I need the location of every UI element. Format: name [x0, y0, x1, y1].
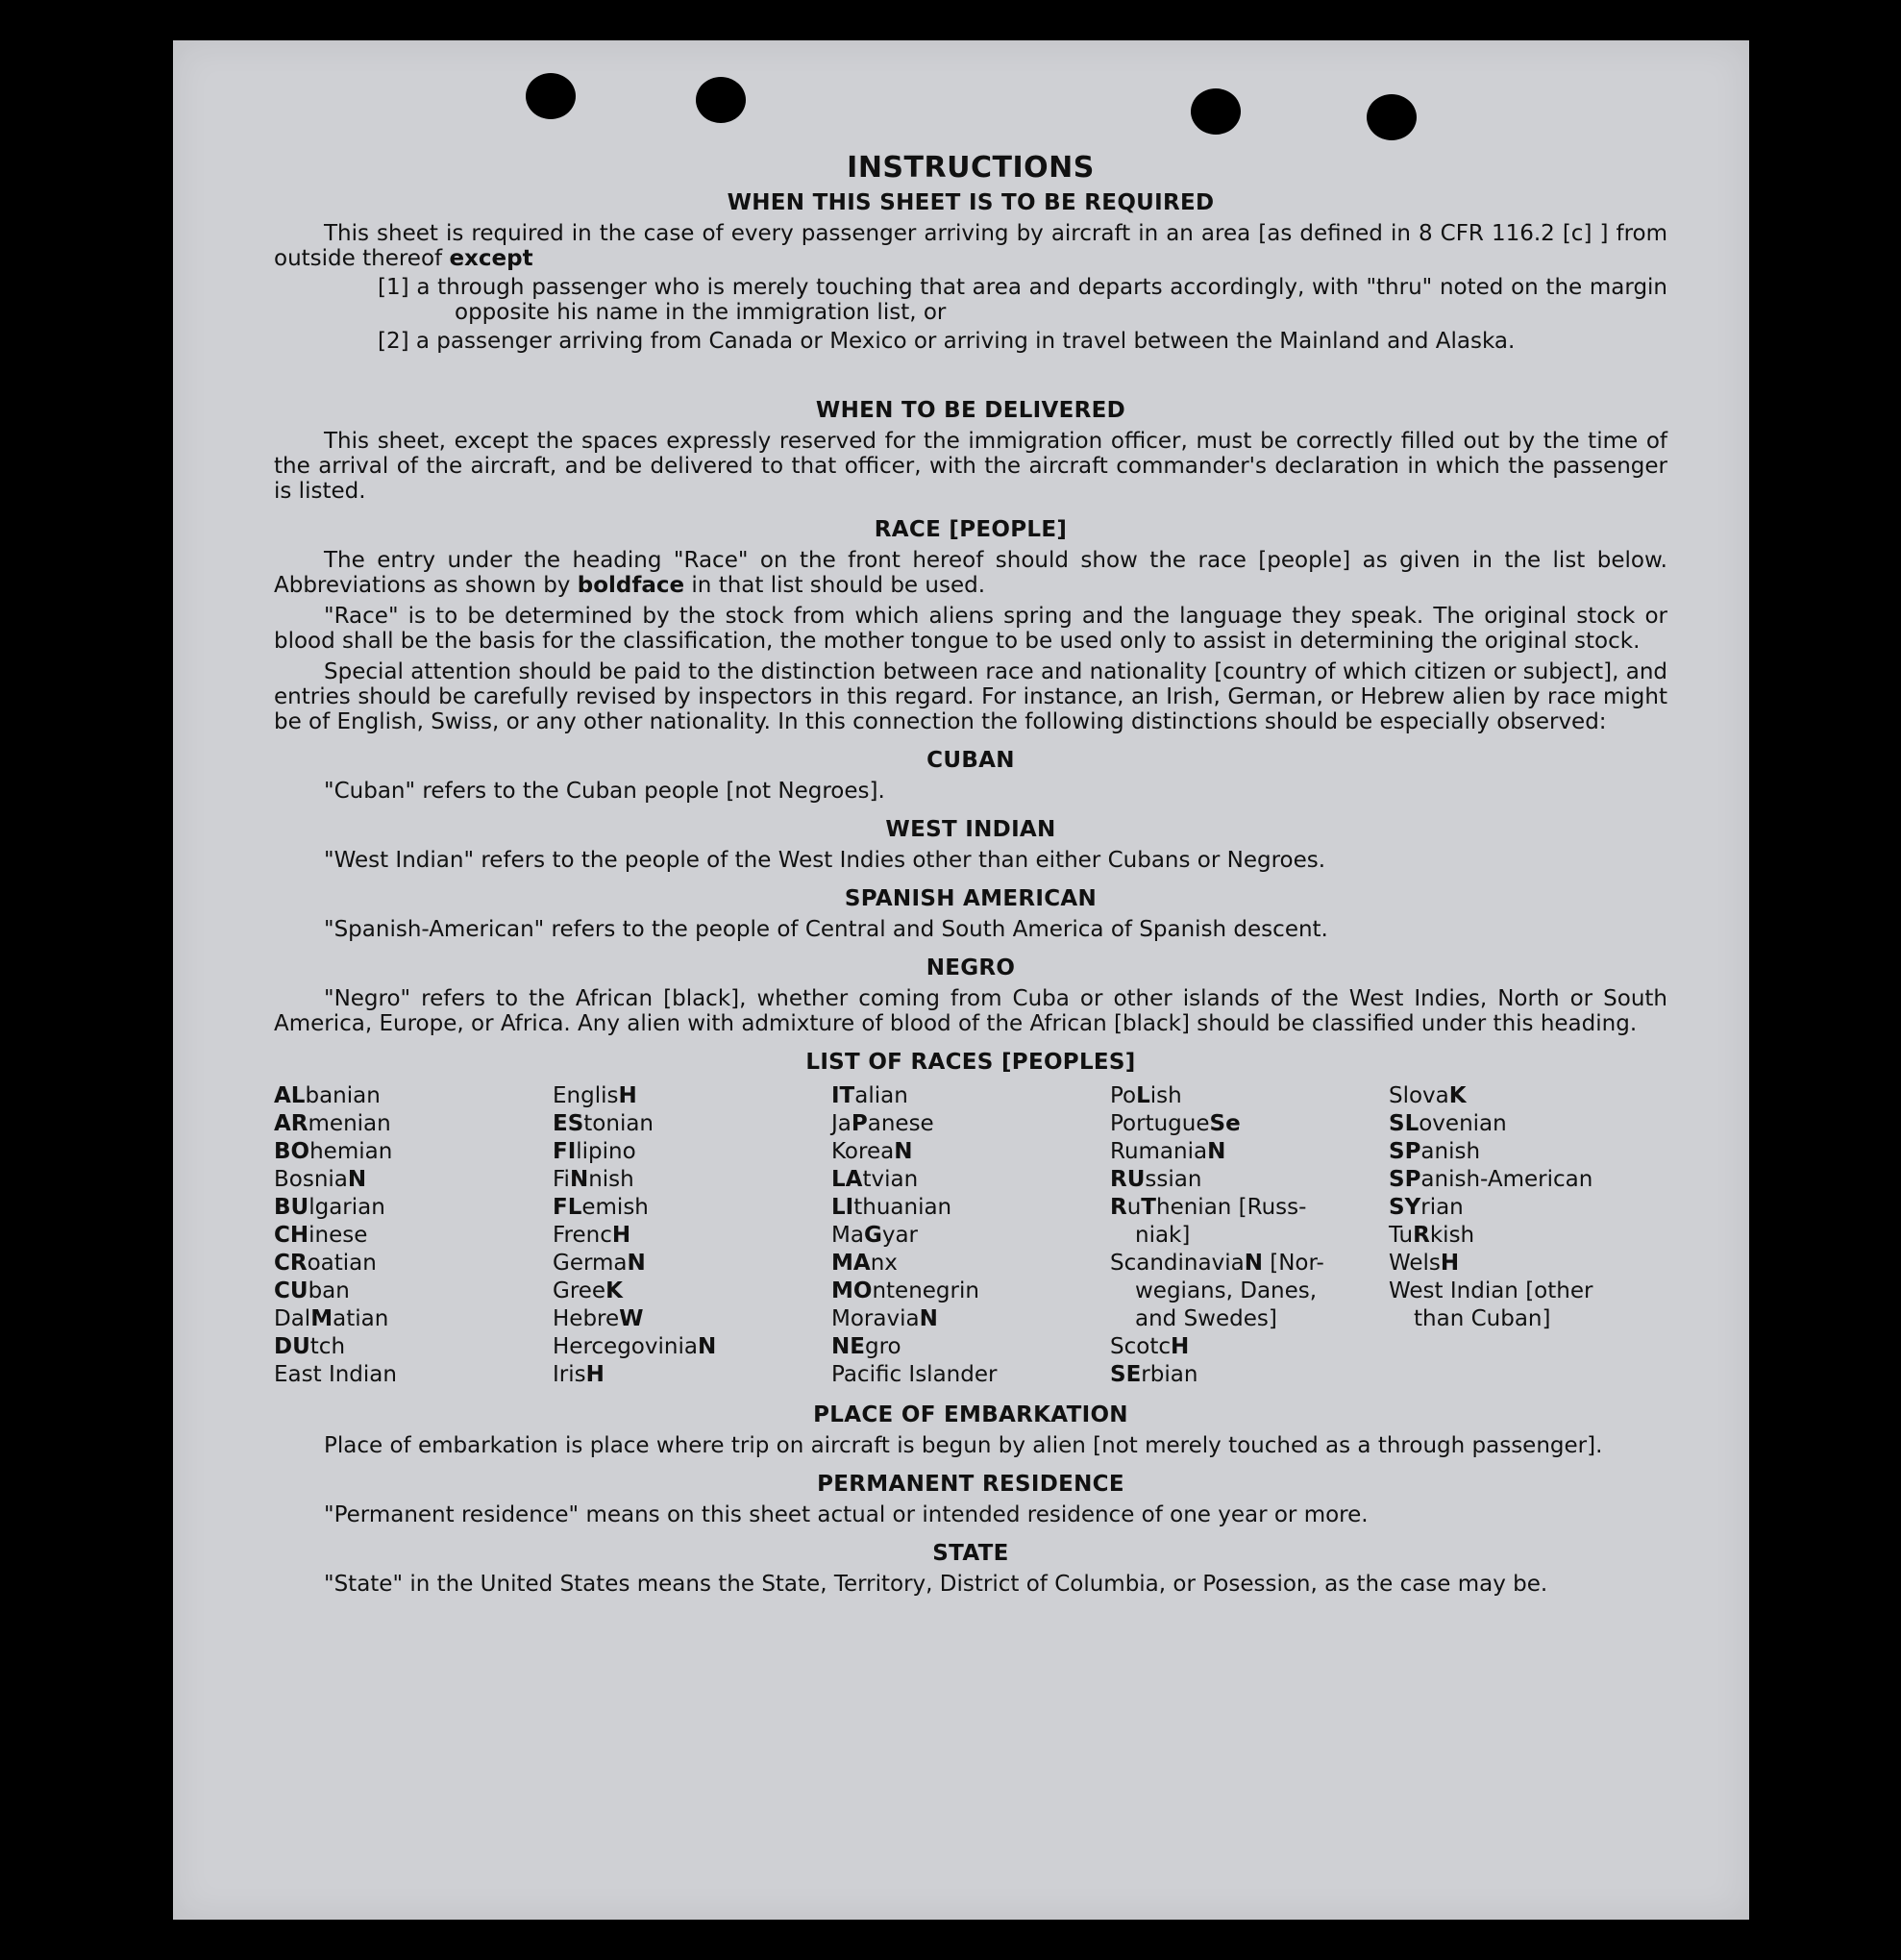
- race-text: wegians, Danes,: [1135, 1278, 1318, 1303]
- race-abbrev: R: [1413, 1223, 1430, 1248]
- text: in that list should be used.: [684, 573, 986, 598]
- race-abbrev: NE: [831, 1334, 865, 1359]
- race-text: anish: [1420, 1139, 1481, 1164]
- races-column: [1110, 1082, 1389, 1389]
- race-entry: [1110, 1250, 1389, 1278]
- race-entry: [553, 1361, 831, 1389]
- race-entry: [274, 1222, 553, 1250]
- race-abbrev: SP: [1389, 1139, 1421, 1164]
- exception-item-2: [378, 329, 1667, 354]
- race-abbrev: ES: [553, 1111, 584, 1136]
- race-entry: [1110, 1166, 1389, 1194]
- race-text: lipino: [576, 1139, 636, 1164]
- race-text: emish: [581, 1195, 649, 1220]
- race-entry: [274, 1082, 553, 1110]
- race-entry: [1389, 1082, 1667, 1110]
- race-abbrev: N: [919, 1306, 938, 1331]
- race-abbrev: SL: [1389, 1111, 1420, 1136]
- race-entry: [1110, 1110, 1389, 1138]
- race-text: Fi: [553, 1167, 570, 1192]
- race-abbrev: SY: [1389, 1195, 1421, 1220]
- race-abbrev: K: [605, 1278, 623, 1303]
- race-text: Englis: [553, 1083, 619, 1108]
- race-entry: [1110, 1138, 1389, 1166]
- race-text: tonian: [583, 1111, 654, 1136]
- race-abbrev: MA: [831, 1251, 871, 1276]
- instructions-content: [274, 151, 1668, 1597]
- race-abbrev: FI: [553, 1139, 577, 1164]
- race-entry: [274, 1278, 553, 1305]
- race-text: lgarian: [309, 1195, 385, 1220]
- race-text: Rumania: [1110, 1139, 1208, 1164]
- race-entry: [274, 1110, 553, 1138]
- race-text: Iris: [553, 1362, 586, 1387]
- race-entry: [831, 1333, 1110, 1361]
- race-text: Slova: [1389, 1083, 1449, 1108]
- race-text: oatian: [307, 1251, 377, 1276]
- race-text: ovenian: [1419, 1111, 1507, 1136]
- race-text: nx: [870, 1251, 898, 1276]
- heading-list-of-races: LIST OF RACES [PEOPLES]: [805, 1050, 1136, 1075]
- race-abbrev: FL: [553, 1195, 582, 1220]
- race-abbrev: N: [697, 1334, 717, 1359]
- item-text: a through passenger who is merely touching that area and departs accordingly, with "thru" noted on the margin opposite his name in the immigration list, or: [416, 275, 1668, 325]
- race-entry: [274, 1361, 553, 1389]
- race-text: gro: [864, 1334, 901, 1359]
- race-abbrev: CH: [274, 1223, 309, 1248]
- race-entry: [1389, 1110, 1667, 1138]
- race-text: ban: [308, 1278, 350, 1303]
- race-text: East Indian: [274, 1362, 397, 1387]
- race-text: West Indian [other: [1389, 1278, 1593, 1303]
- race-text: niak]: [1135, 1223, 1191, 1248]
- race-text: and Swedes]: [1135, 1306, 1277, 1331]
- heading-state: STATE: [932, 1541, 1009, 1566]
- race-entry: [553, 1138, 831, 1166]
- race-text: thuanian: [853, 1195, 952, 1220]
- race-entry: [831, 1222, 1110, 1250]
- race-abbrev: CR: [274, 1251, 308, 1276]
- race-text: rbian: [1141, 1362, 1198, 1387]
- race-text: kish: [1429, 1223, 1475, 1248]
- race-text: menian: [308, 1111, 391, 1136]
- when-required-intro: [274, 221, 1667, 271]
- race-text: Germa: [553, 1251, 628, 1276]
- race-abbrev: N: [1244, 1251, 1263, 1276]
- race-entry: [831, 1166, 1110, 1194]
- exception-item-1: [378, 275, 1667, 325]
- race-abbrev: H: [585, 1362, 605, 1387]
- race-abbrev: H: [1440, 1251, 1460, 1276]
- race-abbrev: N: [627, 1251, 646, 1276]
- race-abbrev: LA: [831, 1167, 863, 1192]
- state-text: "State" in the United States means the State, Territory, District of Columbia, or Posession, as the case may be.: [324, 1572, 1548, 1597]
- punch-hole: [526, 73, 576, 119]
- race-text: Ja: [831, 1111, 852, 1136]
- heading-permanent-residence: PERMANENT RESIDENCE: [817, 1472, 1124, 1497]
- race-text: Korea: [831, 1139, 895, 1164]
- race-entry: [274, 1333, 553, 1361]
- race-abbrev: IT: [831, 1083, 855, 1108]
- race-entry: [1389, 1222, 1667, 1250]
- residence-text: "Permanent residence" means on this sheet actual or intended residence of one year or more.: [324, 1502, 1369, 1527]
- race-text: Hebre: [553, 1306, 620, 1331]
- punch-hole: [1367, 94, 1417, 140]
- race-entry: [553, 1305, 831, 1333]
- race-abbrev: MO: [831, 1278, 873, 1303]
- race-text: anish-American: [1420, 1167, 1593, 1192]
- heading-west-indian: WEST INDIAN: [885, 817, 1056, 842]
- race-entry: [274, 1138, 553, 1166]
- race-entry: [831, 1250, 1110, 1278]
- race-text: banian: [305, 1083, 381, 1108]
- race-text: Wels: [1389, 1251, 1441, 1276]
- race-abbrev: N: [1207, 1139, 1226, 1164]
- race-entry: [1389, 1138, 1667, 1166]
- race-text: Portugue: [1110, 1111, 1210, 1136]
- race-abbrev: T: [1141, 1195, 1156, 1220]
- race-entry: [553, 1166, 831, 1194]
- race-abbrev: N: [894, 1139, 913, 1164]
- race-entry: [1110, 1082, 1389, 1110]
- heading-negro: NEGRO: [926, 955, 1016, 980]
- race-entry: [831, 1194, 1110, 1222]
- races-column: [553, 1082, 831, 1389]
- race-entry: [553, 1082, 831, 1110]
- heading-when-required: WHEN THIS SHEET IS TO BE REQUIRED: [727, 190, 1215, 215]
- race-text: ish: [1149, 1083, 1182, 1108]
- race-text: [Nor-: [1262, 1251, 1324, 1276]
- race-entry: [553, 1250, 831, 1278]
- race-text: Tu: [1389, 1223, 1414, 1248]
- race-abbrev: R: [1110, 1195, 1127, 1220]
- race-text: Dal: [274, 1306, 311, 1331]
- race-abbrev: Se: [1209, 1111, 1241, 1136]
- heading-spanish-american: SPANISH AMERICAN: [844, 886, 1098, 911]
- race-entry: [553, 1222, 831, 1250]
- race-text: tvian: [862, 1167, 919, 1192]
- race-abbrev: H: [611, 1223, 631, 1248]
- race-text: Moravia: [831, 1306, 920, 1331]
- race-entry: [553, 1110, 831, 1138]
- race-entry: [1110, 1361, 1389, 1389]
- race-text: anese: [867, 1111, 934, 1136]
- race-entry: [1110, 1305, 1389, 1333]
- text: The entry under the heading "Race" on the front hereof should show the race [people] as given in the list below. Abbreviations as shown by: [274, 548, 1667, 598]
- race-paragraph-1: [274, 548, 1667, 598]
- punch-hole: [1191, 88, 1241, 135]
- race-text: Gree: [553, 1278, 606, 1303]
- race-abbrev: SP: [1389, 1167, 1421, 1192]
- race-text: Bosnia: [274, 1167, 348, 1192]
- embarkation-text: Place of embarkation is place where trip on aircraft is begun by alien [not merely touched as a through passenger].: [324, 1433, 1603, 1458]
- race-entry: [274, 1305, 553, 1333]
- race-text: atian: [333, 1306, 389, 1331]
- race-text: nish: [588, 1167, 634, 1192]
- race-text: rian: [1420, 1195, 1464, 1220]
- race-entry: [1110, 1278, 1389, 1305]
- bold-text: boldface: [577, 573, 685, 598]
- races-column: [831, 1082, 1110, 1389]
- race-text: u: [1126, 1195, 1142, 1220]
- punch-hole: [696, 77, 746, 123]
- race-entry: [553, 1333, 831, 1361]
- race-entry: [831, 1110, 1110, 1138]
- heading-race: RACE [PEOPLE]: [874, 517, 1068, 542]
- race-paragraph-3: Special attention should be paid to the distinction between race and nationality [country of which citizen or subject], and entries should be carefully revised by inspectors in this regard. For instance, an Irish, German, or Hebrew alien by race might be of English, Swiss, or any other nationality. In this connection the following distinctions should be especially observed:: [274, 659, 1667, 734]
- item-number: [2]: [378, 329, 409, 354]
- race-abbrev: L: [1136, 1083, 1150, 1108]
- race-text: than Cuban]: [1414, 1306, 1551, 1331]
- race-abbrev: P: [851, 1111, 868, 1136]
- race-entry: [831, 1305, 1110, 1333]
- race-entry: [1110, 1222, 1389, 1250]
- race-abbrev: N: [347, 1167, 367, 1192]
- race-entry: [1389, 1278, 1667, 1305]
- races-list: [274, 1082, 1667, 1389]
- document-page: [173, 40, 1749, 1920]
- race-abbrev: LI: [831, 1195, 854, 1220]
- cuban-text: "Cuban" refers to the Cuban people [not Negroes].: [324, 779, 885, 804]
- race-entry: [831, 1361, 1110, 1389]
- heading-cuban: CUBAN: [926, 748, 1015, 773]
- race-abbrev: BO: [274, 1139, 310, 1164]
- race-text: inese: [309, 1223, 368, 1248]
- bold-text: except: [449, 246, 533, 271]
- race-abbrev: AR: [274, 1111, 309, 1136]
- race-text: Pacific Islander: [831, 1362, 998, 1387]
- item-text: a passenger arriving from Canada or Mexico or arriving in travel between the Mainland and Alaska.: [415, 329, 1516, 354]
- race-text: hemian: [309, 1139, 393, 1164]
- race-text: Scotc: [1110, 1334, 1171, 1359]
- race-entry: [553, 1194, 831, 1222]
- race-text: Ma: [831, 1223, 864, 1248]
- race-abbrev: H: [618, 1083, 637, 1108]
- race-abbrev: W: [619, 1306, 644, 1331]
- race-abbrev: RU: [1110, 1167, 1146, 1192]
- when-delivered-text: This sheet, except the spaces expressly reserved for the immigration officer, must be correctly filled out by the time of the arrival of the aircraft, and be delivered to that officer, with the aircraft commander's declaration in which the passenger is listed.: [274, 429, 1667, 504]
- race-abbrev: BU: [274, 1195, 309, 1220]
- race-entry: [1389, 1305, 1667, 1333]
- heading-when-delivered: WHEN TO BE DELIVERED: [815, 398, 1126, 423]
- text: This sheet is required in the case of every passenger arriving by aircraft in an area [as defined in 8 CFR 116.2 [c] ] from outside thereof: [274, 221, 1667, 271]
- race-abbrev: SE: [1110, 1362, 1142, 1387]
- race-entry: [274, 1194, 553, 1222]
- heading-place-of-embarkation: PLACE OF EMBARKATION: [813, 1402, 1128, 1427]
- race-entry: [1110, 1333, 1389, 1361]
- race-entry: [274, 1250, 553, 1278]
- race-entry: [553, 1278, 831, 1305]
- race-text: Po: [1110, 1083, 1137, 1108]
- race-entry: [1110, 1194, 1389, 1222]
- races-column: [1389, 1082, 1667, 1389]
- race-abbrev: H: [1170, 1334, 1190, 1359]
- race-text: Scandinavia: [1110, 1251, 1245, 1276]
- race-abbrev: AL: [274, 1083, 306, 1108]
- race-text: Hercegovinia: [553, 1334, 698, 1359]
- negro-text: "Negro" refers to the African [black], whether coming from Cuba or other islands of the West Indies, North or South America, Europe, or Africa. Any alien with admixture of blood of the African [black] should be classified under this heading.: [274, 986, 1667, 1036]
- race-abbrev: G: [863, 1223, 882, 1248]
- race-text: tch: [309, 1334, 346, 1359]
- race-entry: [831, 1138, 1110, 1166]
- race-entry: [1389, 1250, 1667, 1278]
- race-abbrev: M: [310, 1306, 333, 1331]
- races-column: [274, 1082, 553, 1389]
- race-abbrev: CU: [274, 1278, 309, 1303]
- race-text: Frenc: [553, 1223, 612, 1248]
- race-entry: [831, 1082, 1110, 1110]
- race-entry: [274, 1166, 553, 1194]
- race-entry: [831, 1278, 1110, 1305]
- race-text: alian: [854, 1083, 908, 1108]
- race-text: henian [Russ-: [1156, 1195, 1307, 1220]
- race-abbrev: K: [1448, 1083, 1467, 1108]
- race-abbrev: DU: [274, 1334, 310, 1359]
- race-entry: [1389, 1166, 1667, 1194]
- item-number: [1]: [378, 275, 409, 300]
- spanish-american-text: "Spanish-American" refers to the people of Central and South America of Spanish descent.: [324, 917, 1328, 942]
- race-paragraph-2: "Race" is to be determined by the stock from which aliens spring and the language they speak. The original stock or blood shall be the basis for the classification, the mother tongue to be used only to assist in determining the original stock.: [274, 604, 1667, 654]
- race-text: ssian: [1145, 1167, 1202, 1192]
- race-text: ntenegrin: [872, 1278, 979, 1303]
- west-indian-text: "West Indian" refers to the people of the West Indies other than either Cubans or Negroes.: [324, 848, 1326, 873]
- race-abbrev: N: [569, 1167, 589, 1192]
- race-entry: [1389, 1194, 1667, 1222]
- race-text: yar: [881, 1223, 919, 1248]
- page-title: INSTRUCTIONS: [847, 151, 1095, 185]
